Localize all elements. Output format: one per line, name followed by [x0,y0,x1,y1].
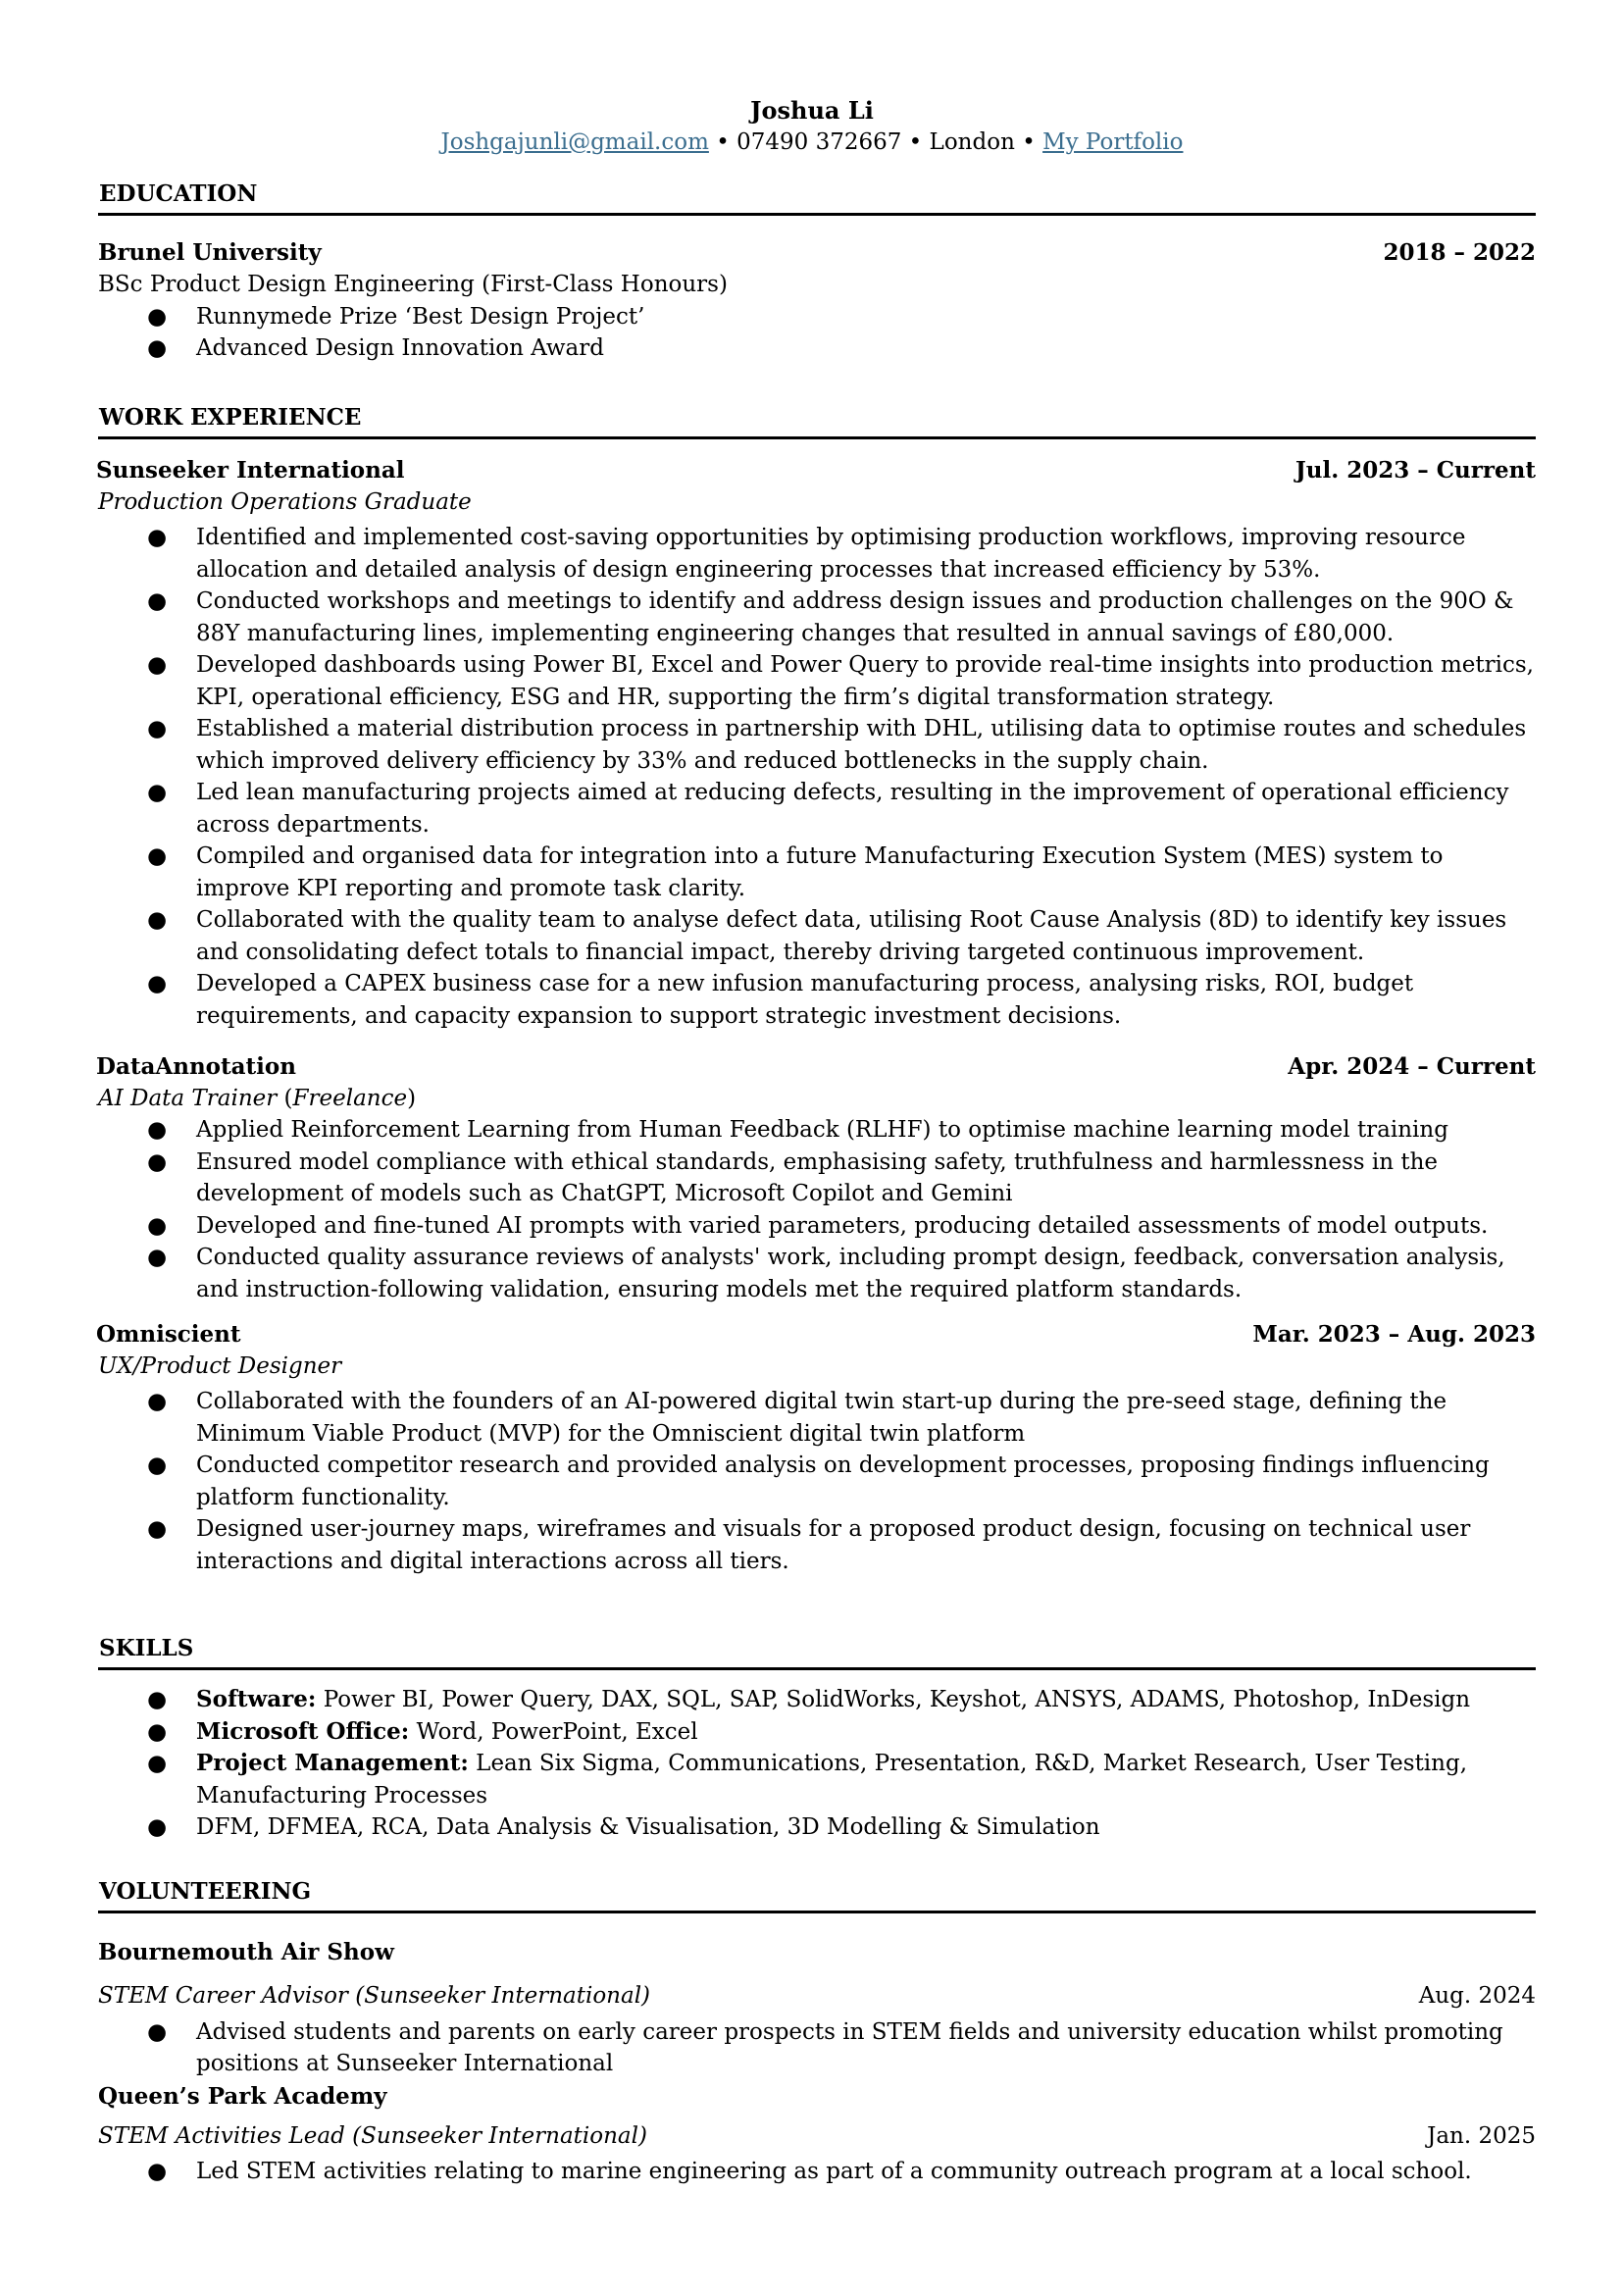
bullet-icon: ● [147,971,168,996]
section-heading-education: EDUCATION [99,180,258,207]
section-divider [98,213,1536,216]
bullet-icon: ● [147,907,168,933]
section-heading-volunteering: VOLUNTEERING [99,1878,312,1905]
bullet-icon: ● [147,1148,168,1175]
bullet-icon: ● [147,525,168,550]
list-item: ● Developed and fine-tuned AI prompts with varied parameters, producing detailed assessments of model outputs. [98,1210,1536,1243]
job-title-line: AI Data Trainer (Freelance) [98,1086,417,1111]
job-type: Freelance [292,1086,408,1111]
volunteer-org: Bournemouth Air Show [98,1939,394,1965]
list-item: ● Developed dashboards using Power BI, Excel and Power Query to provide real-time insights into production metrics, KPI, operational efficiency, ESG and HR, supporting the firm’s digital transformation strategy. [98,649,1536,713]
institution-name: Brunel University [98,239,322,266]
entry-dates: Mar. 2023 – Aug. 2023 [1252,1321,1536,1348]
candidate-name: Joshua Li [750,96,874,125]
list-item: ● Ensured model compliance with ethical standards, emphasising safety, truthfulness and harmlessness in the development of models such as ChatGPT, Microsoft Copilot and Gemini [98,1147,1536,1210]
portfolio-link[interactable]: My Portfolio [1042,129,1184,155]
skill-category: Project Management: [196,1750,469,1776]
bullet-icon: ● [147,1212,168,1239]
bullet-icon: ● [147,1516,168,1542]
list-item: ● DFM, DFMEA, RCA, Data Analysis & Visualisation, 3D Modelling & Simulation [98,1811,1536,1844]
entry-dates: 2018 – 2022 [1383,239,1536,266]
bullet-icon: ● [147,1245,168,1270]
company-name: DataAnnotation [96,1053,296,1080]
section-divider [98,1911,1536,1913]
bullet-icon: ● [147,588,168,614]
company-name: Omniscient [96,1321,241,1348]
section-heading-skills: SKILLS [99,1635,194,1661]
degree-title: BSc Product Design Engineering (First-Class Honours) [98,272,728,297]
bullet-icon: ● [147,1687,168,1712]
list-item: ● Conducted workshops and meetings to identify and address design issues and production challenges on the 90O & 88Y manufacturing lines, implementing engineering changes that resulted in annual savings of £80,000. [98,586,1536,649]
volunteer-org: Queen’s Park Academy [98,2082,387,2110]
email-link[interactable]: Joshgajunli@gmail.com [440,129,709,155]
bullet-icon: ● [147,1453,168,1478]
work-experience-section [98,403,1536,1577]
entry-dates: Apr. 2024 – Current [1288,1053,1536,1080]
section-divider [98,1667,1536,1670]
volunteer-role: STEM Activities Lead (Sunseeker International) [98,2122,647,2149]
list-item: ● Conducted quality assurance reviews of analysts' work, including prompt design, feedback, conversation analysis, and instruction-following validation, ensuring models met the required platform standards. [98,1242,1536,1305]
list-item: ● Advanced Design Innovation Award [98,332,1536,365]
bullet-icon: ● [147,1751,168,1776]
bullet-icon: ● [147,2018,168,2045]
entry-dates: Jul. 2023 – Current [1294,457,1536,484]
list-item: ● Designed user-journey maps, wireframes and visuals for a proposed product design, focusing on technical user interactions and digital interactions across all tiers. [98,1513,1536,1577]
volunteering-section [98,1877,1536,2188]
bullet-icon: ● [147,303,168,330]
work-entry [98,1319,1536,1577]
list-item: ● Identified and implemented cost-saving opportunities by optimising production workflows, improving resource allocation and detailed analysis of design engineering processes that increased efficiency by 53%. [98,522,1536,586]
list-item: ● Applied Reinforcement Learning from Human Feedback (RLHF) to optimise machine learning model training [98,1114,1536,1147]
list-item: ● Led STEM activities relating to marine engineering as part of a community outreach program at a local school. [98,2156,1536,2188]
job-title: AI Data Trainer [98,1086,278,1111]
volunteer-entry [98,2081,1536,2188]
bullet-icon: ● [147,716,168,741]
list-item: ● Collaborated with the quality team to analyse defect data, utilising Root Cause Analysis (8D) to identify key issues and consolidating defect totals to financial impact, thereby driving targeted continuous improvement. [98,904,1536,968]
list-item: ● Compiled and organised data for integration into a future Manufacturing Execution System (MES) system to improve KPI reporting and promote task clarity. [98,841,1536,904]
job-title: Production Operations Graduate [98,489,472,515]
entry-dates: Aug. 2024 [1418,1983,1536,2009]
bullet-icon: ● [147,843,168,869]
list-item: ● Established a material distribution process in partnership with DHL, utilising data to optimise routes and schedules which improved delivery efficiency by 33% and reduced bottlenecks in the supply chain. [98,713,1536,777]
bullet-icon: ● [147,780,168,805]
bullet-icon: ● [147,2159,168,2184]
bullet-icon: ● [147,1389,168,1414]
bullet-icon: ● [147,1814,168,1840]
education-entry [98,237,1536,365]
list-item: ● Led lean manufacturing projects aimed at reducing defects, resulting in the improvement of operational efficiency across departments. [98,777,1536,841]
skills-section [98,1634,1536,1844]
bullet-icon: ● [147,335,168,361]
list-item: ● Runnymede Prize ‘Best Design Project’ [98,301,1536,333]
volunteer-role: STEM Career Advisor (Sunseeker International) [98,1983,651,2009]
work-entry [98,455,1536,1032]
resume-header [0,95,1624,158]
contact-details: • 07490 372667 • London • [708,129,1043,155]
education-section [98,179,1536,365]
bullet-icon: ● [147,1117,168,1143]
entry-dates: Jan. 2025 [1427,2122,1536,2149]
skill-category: Microsoft Office: [196,1717,410,1745]
list-item: ● Advised students and parents on early career prospects in STEM fields and university education whilst promoting positions at Sunseeker International [98,2016,1536,2080]
list-item: ● Microsoft Office: Word, PowerPoint, Excel [98,1716,1536,1749]
job-title: UX/Product Designer [98,1353,342,1379]
list-item: ● Developed a CAPEX business case for a new infusion manufacturing process, analysing risks, ROI, budget requirements, and capacity expansion to support strategic investment decisions. [98,968,1536,1032]
list-item: ● Software: Power BI, Power Query, DAX, SQL, SAP, SolidWorks, Keyshot, ANSYS, ADAMS, Photoshop, InDesign [98,1684,1536,1716]
bullet-icon: ● [147,652,168,678]
work-entry [98,1051,1536,1305]
bullet-icon: ● [147,1718,168,1745]
contact-line [0,127,1624,158]
list-item: ● Conducted competitor research and provided analysis on development processes, proposing findings influencing platform functionality. [98,1450,1536,1513]
list-item: ● Project Management: Lean Six Sigma, Communications, Presentation, R&D, Market Research, User Testing, Manufacturing Processes [147,1750,1468,1809]
section-divider [98,436,1536,439]
section-heading-work: WORK EXPERIENCE [99,404,362,431]
list-item: ● Collaborated with the founders of an AI-powered digital twin start-up during the pre-seed stage, defining the Minimum Viable Product (MVP) for the Omniscient digital twin platform [98,1386,1536,1450]
volunteer-entry [98,1937,1536,2080]
company-name: Sunseeker International [96,457,405,484]
skill-category: Software: [196,1686,317,1712]
